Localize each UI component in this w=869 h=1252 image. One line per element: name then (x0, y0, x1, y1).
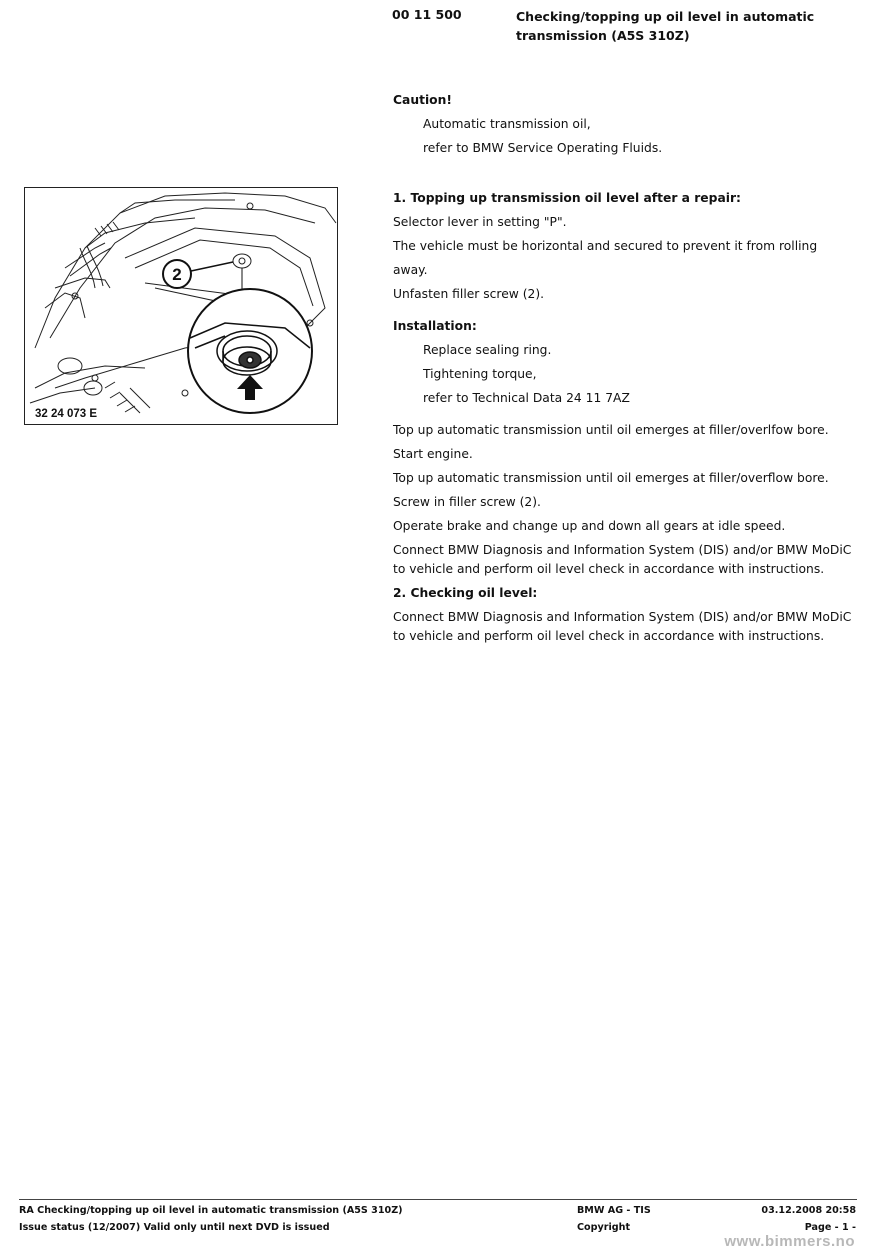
figure-label: 32 24 073 E (35, 408, 98, 420)
caution-heading: Caution! (393, 93, 452, 107)
section2-text: Connect BMW Diagnosis and Information System (DIS) and/or BMW MoDiC to vehicle and perform oil level check in accordance with instructions. (393, 610, 852, 643)
installation-line: refer to Technical Data 24 11 7AZ (423, 391, 630, 405)
step-line: Selector lever in setting "P". (393, 215, 567, 229)
footer-copyright: Copyright (577, 1222, 631, 1233)
step-line: Operate brake and change up and down all gears at idle speed. (393, 519, 786, 533)
section1-heading: 1. Topping up transmission oil level after a repair: (393, 191, 741, 205)
footer-doc-title: RA Checking/topping up oil level in automatic transmission (A5S 310Z) (19, 1205, 403, 1216)
footer-issue-status: Issue status (12/2007) Valid only until next DVD is issued (19, 1222, 330, 1233)
step-line: Top up automatic transmission until oil emerges at filler/overflow bore. (393, 471, 829, 485)
page-title: Checking/topping up oil level in automatic transmission (A5S 310Z) (516, 9, 815, 43)
procedure-content (393, 88, 853, 648)
step-line: Screw in filler screw (2). (393, 495, 541, 509)
installation-line: Tightening torque, (423, 367, 537, 381)
step-line: Unfasten filler screw (2). (393, 287, 545, 301)
document-number: 00 11 500 (392, 7, 462, 22)
watermark: www.bimmers.no (724, 1233, 855, 1250)
step-line: Start engine. (393, 447, 473, 461)
installation-line: Replace sealing ring. (423, 343, 552, 357)
step-line: Connect BMW Diagnosis and Information System (DIS) and/or BMW MoDiC to vehicle and perform oil level check in accordance with instructions. (393, 543, 852, 576)
transmission-figure (24, 187, 338, 425)
footer-date: 03.12.2008 20:58 (761, 1205, 856, 1216)
footer-page: Page - 1 - (804, 1222, 856, 1233)
callout-number: 2 (172, 265, 182, 284)
caution-line: Automatic transmission oil, (423, 117, 591, 131)
installation-heading: Installation: (393, 319, 477, 333)
transmission-illustration (25, 188, 337, 424)
step-line: The vehicle must be horizontal and secured to prevent it from rolling away. (393, 239, 818, 277)
caution-line: refer to BMW Service Operating Fluids. (423, 141, 663, 155)
footer-divider (19, 1199, 857, 1200)
section2-heading: 2. Checking oil level: (393, 586, 538, 600)
footer-publisher: BMW AG - TIS (577, 1205, 651, 1216)
step-line: Top up automatic transmission until oil emerges at filler/overlfow bore. (393, 423, 829, 437)
